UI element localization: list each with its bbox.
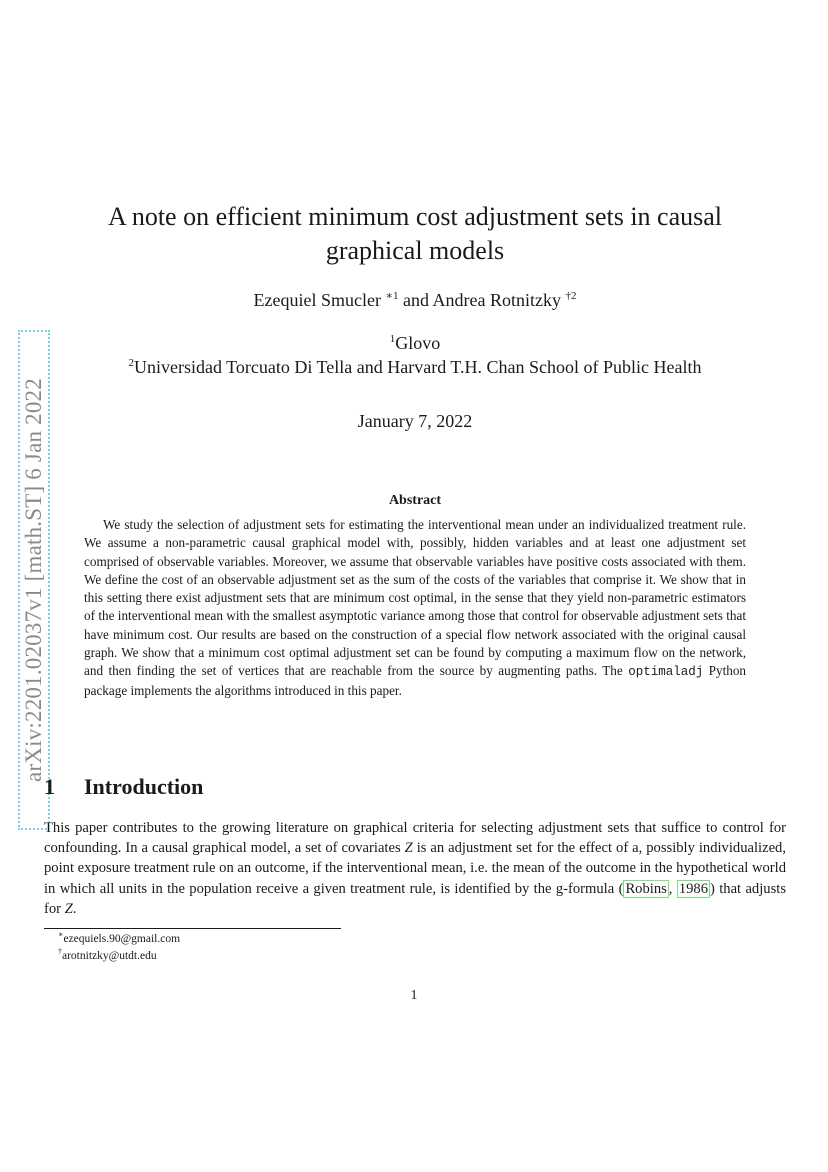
intro-text-part: . (72, 900, 77, 917)
author-mark: ∗1 (385, 290, 399, 302)
abstract-heading: Abstract (388, 493, 442, 508)
author-mark: †2 (565, 290, 577, 302)
footnote-divider (44, 928, 341, 929)
footnotes (58, 931, 180, 965)
paper-title: A note on efficient minimum cost adjustment sets in causal graphical models (107, 202, 723, 265)
intro-paragraph: This paper contributes to the growing literature on graphical criteria for selecting adjustment sets that suffice to control for confounding. In a causal graphical model, a set of covariates Z is an adjustment set for the effect of a, possibly individualized, point exposure treatment rule on an outcome, if the interventional mean, i.e. the mean of the outcome in the hypothetical world in which all units in the population receive a given treatment rule, is identified by the g-formula ( Robins , 1986 ) that adjusts for Z. (44, 820, 786, 917)
citation-link[interactable]: 1986 (678, 880, 708, 897)
author-name: Ezequiel Smucler (253, 290, 381, 310)
footnote-email: ezequiels.90@gmail.com (63, 933, 181, 945)
section-title: Introduction (84, 774, 204, 799)
arxiv-stamp[interactable] (18, 330, 50, 830)
footnote-mark: ∗ (58, 930, 64, 940)
section-number: 1 (44, 774, 55, 799)
citation-link[interactable]: Robins (625, 880, 667, 897)
paper-date: January 7, 2022 (357, 411, 473, 431)
package-name: optimaladj (628, 665, 704, 680)
abstract-text (84, 516, 746, 700)
affiliation (60, 357, 770, 378)
footnote-mark: † (58, 947, 62, 957)
affiliation-name: Glovo (395, 333, 441, 353)
arxiv-id: arXiv:2201.02037v1 [math.ST] 6 Jan 2022 (21, 378, 46, 782)
footnote-email: arotnitzky@utdt.edu (62, 950, 157, 962)
page-number: 1 (410, 988, 418, 1003)
abstract-text-part: Python package implements the algorithms introduced in this paper. (84, 663, 747, 698)
footnote (58, 948, 180, 965)
affiliation (60, 333, 770, 354)
intro-text-part: This paper contributes to the growing literature on graphical criteria for selecting adjustment sets that suffice to control for confounding. In a causal graphical model, a set of covariates (44, 820, 786, 857)
intro-text-part: is an adjustment set for the effect of a, possibly individualized, point exposure treatment rule on an outcome, if the interventional mean, i.e. the mean of the outcome in the hypothetical world in which all units in the population receive a given treatment rule, is identified by the g-formula ( (44, 840, 786, 897)
affiliation-mark: 1 (389, 333, 396, 345)
author-name: Andrea Rotnitzky (432, 290, 561, 310)
affiliation-name: Universidad Torcuato Di Tella and Harvard T.H. Chan School of Public Health (133, 357, 702, 377)
affiliation-mark: 2 (128, 357, 134, 369)
intro-text-part: ) that adjusts for (44, 880, 786, 917)
section-heading (44, 774, 203, 800)
math-variable: Z (64, 900, 73, 917)
abstract-text-part: We study the selection of adjustment sets for estimating the interventional mean under an individualized treatment rule. We assume a non-parametric causal graphical model with, possibly, hidden variables and at least one adjustment set comprised of observable variables. Moreover, we assume that observable variables have positive costs associated with them. We define the cost of an observable adjustment set as the sum of the costs of the variables that comprise it. We show that in this setting there exist adjustment sets that are minimum cost optimal, in the sense that they yield non-parametric estimators of the interventional mean with the smallest asymptotic variance among those that control for observable adjustment sets that have minimum cost. Our results are based on the construction of a special flow network associated with the original causal graph. We show that a minimum cost optimal adjustment set can be found by computing a maximum flow on the network, and then finding the set of vertices that are reachable from the source by augmenting paths. The (84, 517, 746, 679)
math-variable: Z (404, 840, 413, 857)
author-line (60, 290, 770, 311)
author-conjunction: and (402, 290, 429, 310)
footnote (58, 931, 180, 948)
